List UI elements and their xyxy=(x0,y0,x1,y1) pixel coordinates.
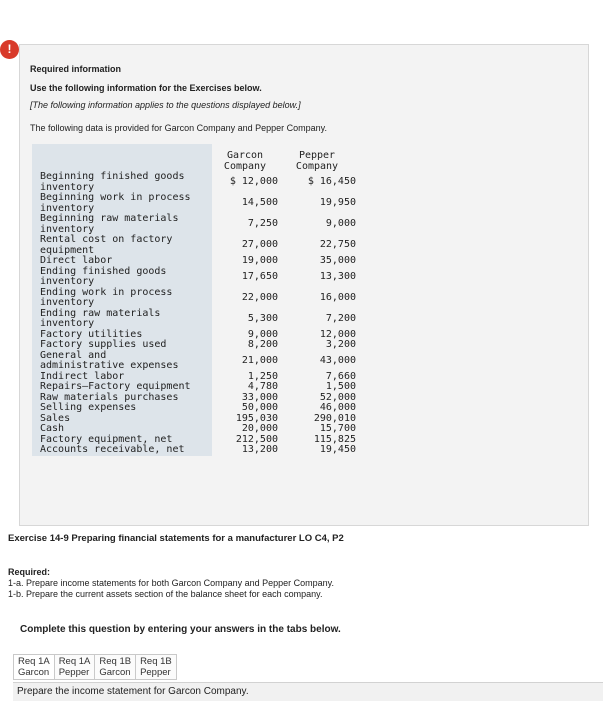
row-label xyxy=(32,235,212,256)
table-row xyxy=(32,414,356,425)
header-blank xyxy=(32,144,212,172)
table-row xyxy=(32,382,356,393)
pepper-value: 13,300 xyxy=(319,270,356,282)
table-row xyxy=(32,340,356,351)
pepper-value: 46,000 xyxy=(319,402,356,413)
row-label-line: inventory xyxy=(40,202,95,214)
row-label xyxy=(32,267,212,288)
pepper-value: 22,750 xyxy=(319,239,356,251)
table-row xyxy=(32,172,356,193)
tab-line2: Pepper xyxy=(58,667,90,678)
garcon-value: 33,000 xyxy=(241,391,278,403)
row-label xyxy=(32,288,212,309)
garcon-value: 195,030 xyxy=(235,412,278,424)
row-label-line: Direct labor xyxy=(40,255,113,266)
tab-instruction-text: Prepare the income statement for Garcon Company. xyxy=(17,686,249,697)
table-row xyxy=(32,351,356,372)
header-garcon xyxy=(212,144,278,172)
garcon-value: 17,650 xyxy=(241,270,278,282)
row-label-line: Accounts receivable, net xyxy=(40,444,185,455)
row-label xyxy=(32,424,212,435)
pepper-value: 7,660 xyxy=(325,370,356,382)
garcon-value: 22,000 xyxy=(241,291,278,303)
garcon-value: 9,000 xyxy=(247,328,278,340)
requirement-1a: 1-a. Prepare income statements for both Garcon Company and Pepper Company. xyxy=(8,578,335,588)
row-label xyxy=(32,403,212,414)
row-label xyxy=(32,340,212,351)
pepper-value: 115,825 xyxy=(313,433,356,445)
pepper-value: 19,950 xyxy=(319,197,356,209)
tab-line2: Garcon xyxy=(99,667,131,678)
table-row xyxy=(32,309,356,330)
table-row xyxy=(32,235,356,256)
exercise-title: Exercise 14-9 Preparing financial statements for a manufacturer LO C4, P2 xyxy=(8,533,344,544)
pepper-value: 43,000 xyxy=(319,354,356,366)
alert-icon: ! xyxy=(0,40,19,59)
header-pepper xyxy=(278,144,356,172)
requirement-1b: 1-b. Prepare the current assets section of the balance sheet for each company. xyxy=(8,589,323,599)
row-label xyxy=(32,214,212,235)
pepper-value: 16,000 xyxy=(319,291,356,303)
garcon-value: 20,000 xyxy=(241,423,278,434)
pepper-value: $ 16,450 xyxy=(307,176,356,188)
pepper-value: 12,000 xyxy=(319,328,356,340)
row-label-line: inventory xyxy=(40,276,95,287)
row-label xyxy=(32,351,212,372)
company-data-table xyxy=(32,144,356,456)
garcon-value: 7,250 xyxy=(247,218,278,230)
row-label-line: Beginning finished goods xyxy=(40,171,185,182)
garcon-value: 8,200 xyxy=(247,339,278,350)
row-label-line: Ending work in process xyxy=(40,286,173,298)
row-label-line: General and xyxy=(40,349,107,361)
tab-line1: Req 1B xyxy=(140,656,172,667)
row-label-line: equipment xyxy=(40,244,95,256)
garcon-value: 21,000 xyxy=(241,354,278,366)
tab-line1: Req 1A xyxy=(58,656,91,667)
required-information-title: Required information xyxy=(30,64,122,74)
row-label xyxy=(32,382,212,393)
pepper-value: 35,000 xyxy=(319,255,356,266)
complete-question-instruction: Complete this question by entering your answers in the tabs below. xyxy=(20,624,341,635)
garcon-value: 212,500 xyxy=(235,433,278,445)
garcon-value: 50,000 xyxy=(241,402,278,413)
garcon-value: 27,000 xyxy=(241,239,278,251)
row-label-line: Factory utilities xyxy=(40,328,143,340)
row-label-line: Factory supplies used xyxy=(40,339,167,350)
requirement-tabs xyxy=(13,654,176,680)
garcon-value: $ 12,000 xyxy=(229,176,278,188)
row-label-line: Selling expenses xyxy=(40,402,137,413)
garcon-value: 14,500 xyxy=(241,197,278,209)
garcon-value: 1,250 xyxy=(247,370,278,382)
header-pepper-line1: Pepper xyxy=(298,150,336,161)
tab-line2: Garcon xyxy=(18,667,50,678)
table-row xyxy=(32,288,356,309)
pepper-value: 9,000 xyxy=(325,218,356,230)
row-label-line: Cash xyxy=(40,423,65,434)
row-label-line: Sales xyxy=(40,412,71,424)
row-label-line: inventory xyxy=(40,318,95,329)
garcon-value: 4,780 xyxy=(247,381,278,392)
tab-req-1a-pepper[interactable] xyxy=(54,654,96,680)
row-label-line: inventory xyxy=(40,181,95,193)
row-label-line: administrative expenses xyxy=(40,360,179,371)
row-label-line: inventory xyxy=(40,223,95,235)
row-label-line: Ending raw materials xyxy=(40,307,161,319)
table-row xyxy=(32,214,356,235)
row-label-line: Indirect labor xyxy=(40,370,125,382)
row-label xyxy=(32,256,212,267)
data-provided-text: The following data is provided for Garcon Company and Pepper Company. xyxy=(30,123,327,133)
garcon-value: 5,300 xyxy=(247,312,278,324)
required-label: Required: xyxy=(8,567,51,577)
tab-req-1a-garcon[interactable] xyxy=(13,654,55,680)
row-label-line: Raw materials purchases xyxy=(40,391,179,403)
table-row xyxy=(32,256,356,267)
tab-instruction-bar xyxy=(13,682,603,701)
pepper-value: 1,500 xyxy=(325,381,356,392)
row-label-line: Rental cost on factory xyxy=(40,234,173,245)
header-garcon-line1: Garcon xyxy=(226,150,264,161)
row-label-line: Ending finished goods xyxy=(40,265,167,277)
tab-req-1b-pepper[interactable] xyxy=(135,654,177,680)
table-row xyxy=(32,445,356,456)
tab-req-1b-garcon[interactable] xyxy=(94,654,136,680)
row-label-line: Repairs—Factory equipment xyxy=(40,381,191,392)
applies-note: [The following information applies to the questions displayed below.] xyxy=(30,100,301,110)
pepper-value: 52,000 xyxy=(319,391,356,403)
table-row xyxy=(32,193,356,214)
header-pepper-line2: Company xyxy=(295,160,339,172)
pepper-value: 19,450 xyxy=(319,444,356,455)
row-label xyxy=(32,193,212,214)
garcon-value: 19,000 xyxy=(241,255,278,266)
row-label-line: Beginning work in process xyxy=(40,192,191,203)
row-label xyxy=(32,445,212,456)
row-label-line: Factory equipment, net xyxy=(40,433,173,445)
table-row xyxy=(32,424,356,435)
pepper-value: 290,010 xyxy=(313,412,356,424)
pepper-value: 7,200 xyxy=(325,312,356,324)
tab-line2: Pepper xyxy=(140,667,171,678)
use-following-text: Use the following information for the Exercises below. xyxy=(30,83,262,93)
tab-line1: Req 1B xyxy=(99,656,132,667)
row-label-line: Beginning raw materials xyxy=(40,213,179,224)
row-label xyxy=(32,172,212,193)
garcon-value: 13,200 xyxy=(241,444,278,455)
header-garcon-line2: Company xyxy=(223,160,267,172)
table-row xyxy=(32,403,356,414)
pepper-value: 15,700 xyxy=(319,423,356,434)
row-label xyxy=(32,309,212,330)
tab-line1: Req 1A xyxy=(18,656,50,667)
row-label-line: inventory xyxy=(40,297,95,308)
pepper-value: 3,200 xyxy=(325,339,356,350)
table-row xyxy=(32,267,356,288)
